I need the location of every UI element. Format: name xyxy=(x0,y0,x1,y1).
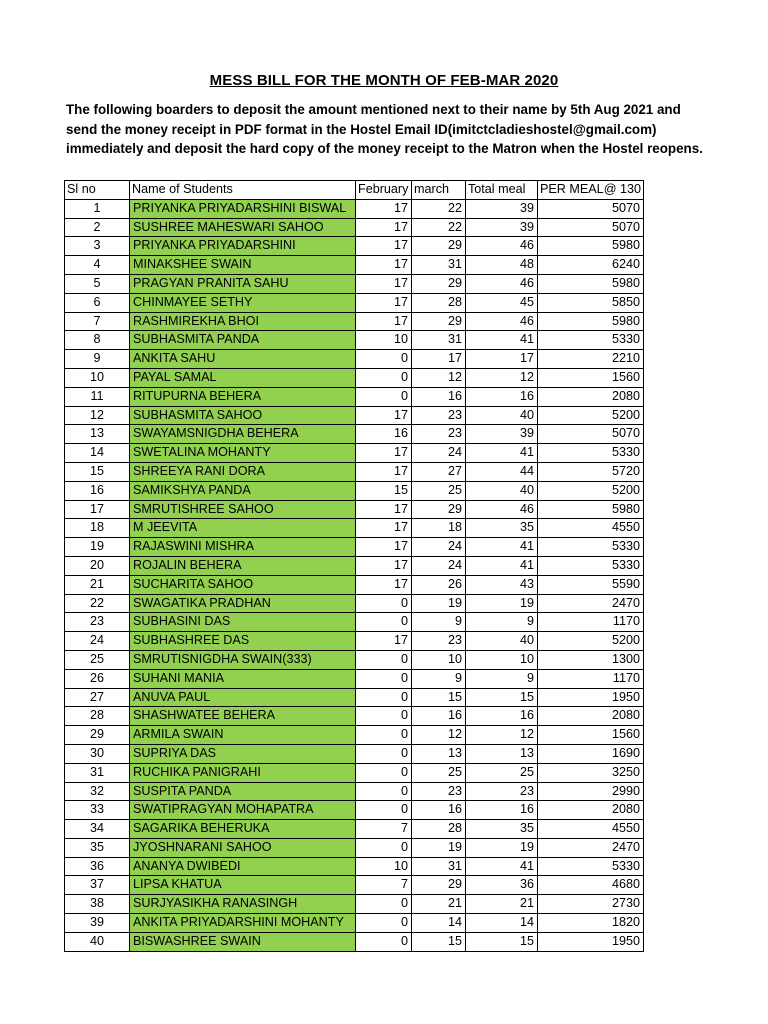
student-name-cell: CHINMAYEE SETHY xyxy=(130,293,356,312)
document-title: MESS BILL FOR THE MONTH OF FEB-MAR 2020 xyxy=(209,72,559,89)
march-cell: 16 xyxy=(412,801,466,820)
february-cell: 0 xyxy=(356,650,412,669)
february-cell: 0 xyxy=(356,594,412,613)
total-meal-cell: 41 xyxy=(466,556,538,575)
february-cell: 17 xyxy=(356,556,412,575)
february-cell: 0 xyxy=(356,801,412,820)
amount-cell: 5980 xyxy=(538,237,644,256)
amount-cell: 5330 xyxy=(538,857,644,876)
total-meal-cell: 14 xyxy=(466,914,538,933)
table-row xyxy=(65,838,644,857)
sl-cell: 17 xyxy=(65,500,130,519)
march-cell: 29 xyxy=(412,876,466,895)
march-cell: 13 xyxy=(412,744,466,763)
student-name-cell: PRIYANKA PRIYADARSHINI BISWAL xyxy=(130,199,356,218)
march-cell: 31 xyxy=(412,331,466,350)
march-cell: 25 xyxy=(412,481,466,500)
table-row xyxy=(65,274,644,293)
amount-cell: 5980 xyxy=(538,312,644,331)
sl-cell: 8 xyxy=(65,331,130,350)
header-total-meal: Total meal xyxy=(466,181,538,200)
table-row xyxy=(65,462,644,481)
february-cell: 15 xyxy=(356,481,412,500)
student-name-cell: ANUVA PAUL xyxy=(130,688,356,707)
student-name-cell: SUSPITA PANDA xyxy=(130,782,356,801)
table-row xyxy=(65,726,644,745)
amount-cell: 3250 xyxy=(538,763,644,782)
student-name-cell: SAGARIKA BEHERUKA xyxy=(130,820,356,839)
sl-cell: 11 xyxy=(65,387,130,406)
sl-cell: 21 xyxy=(65,575,130,594)
amount-cell: 5200 xyxy=(538,481,644,500)
amount-cell: 2080 xyxy=(538,387,644,406)
march-cell: 29 xyxy=(412,274,466,293)
sl-cell: 38 xyxy=(65,895,130,914)
table-row xyxy=(65,237,644,256)
total-meal-cell: 16 xyxy=(466,707,538,726)
student-name-cell: MINAKSHEE SWAIN xyxy=(130,256,356,275)
amount-cell: 5070 xyxy=(538,425,644,444)
amount-cell: 1300 xyxy=(538,650,644,669)
table-row xyxy=(65,556,644,575)
table-row xyxy=(65,932,644,951)
student-name-cell: SUBHASMITA SAHOO xyxy=(130,406,356,425)
total-meal-cell: 15 xyxy=(466,932,538,951)
february-cell: 17 xyxy=(356,519,412,538)
total-meal-cell: 21 xyxy=(466,895,538,914)
table-row xyxy=(65,387,644,406)
february-cell: 17 xyxy=(356,274,412,293)
student-name-cell: SUCHARITA SAHOO xyxy=(130,575,356,594)
sl-cell: 27 xyxy=(65,688,130,707)
february-cell: 17 xyxy=(356,218,412,237)
march-cell: 19 xyxy=(412,838,466,857)
student-name-cell: SMRUTISHREE SAHOO xyxy=(130,500,356,519)
table-row xyxy=(65,350,644,369)
header-march: march xyxy=(412,181,466,200)
student-name-cell: SUBHASMITA PANDA xyxy=(130,331,356,350)
table-row xyxy=(65,538,644,557)
march-cell: 18 xyxy=(412,519,466,538)
february-cell: 17 xyxy=(356,406,412,425)
sl-cell: 32 xyxy=(65,782,130,801)
amount-cell: 6240 xyxy=(538,256,644,275)
total-meal-cell: 46 xyxy=(466,274,538,293)
february-cell: 10 xyxy=(356,331,412,350)
amount-cell: 5330 xyxy=(538,444,644,463)
sl-cell: 6 xyxy=(65,293,130,312)
table-row xyxy=(65,914,644,933)
total-meal-cell: 23 xyxy=(466,782,538,801)
sl-cell: 34 xyxy=(65,820,130,839)
february-cell: 17 xyxy=(356,312,412,331)
amount-cell: 1560 xyxy=(538,368,644,387)
student-name-cell: SWAGATIKA PRADHAN xyxy=(130,594,356,613)
sl-cell: 5 xyxy=(65,274,130,293)
march-cell: 10 xyxy=(412,650,466,669)
february-cell: 17 xyxy=(356,199,412,218)
sl-cell: 15 xyxy=(65,462,130,481)
february-cell: 0 xyxy=(356,838,412,857)
student-name-cell: ANKITA PRIYADARSHINI MOHANTY xyxy=(130,914,356,933)
march-cell: 29 xyxy=(412,312,466,331)
table-row xyxy=(65,256,644,275)
february-cell: 17 xyxy=(356,538,412,557)
amount-cell: 1820 xyxy=(538,914,644,933)
february-cell: 0 xyxy=(356,744,412,763)
student-name-cell: JYOSHNARANI SAHOO xyxy=(130,838,356,857)
student-name-cell: SHREEYA RANI DORA xyxy=(130,462,356,481)
march-cell: 12 xyxy=(412,368,466,387)
march-cell: 9 xyxy=(412,669,466,688)
sl-cell: 36 xyxy=(65,857,130,876)
amount-cell: 5330 xyxy=(538,331,644,350)
amount-cell: 1950 xyxy=(538,932,644,951)
march-cell: 25 xyxy=(412,763,466,782)
february-cell: 0 xyxy=(356,763,412,782)
amount-cell: 5850 xyxy=(538,293,644,312)
student-name-cell: ANANYA DWIBEDI xyxy=(130,857,356,876)
table-row xyxy=(65,744,644,763)
student-name-cell: SUHANI MANIA xyxy=(130,669,356,688)
table-row xyxy=(65,650,644,669)
total-meal-cell: 39 xyxy=(466,199,538,218)
march-cell: 24 xyxy=(412,556,466,575)
student-name-cell: SWATIPRAGYAN MOHAPATRA xyxy=(130,801,356,820)
table-row xyxy=(65,801,644,820)
february-cell: 17 xyxy=(356,444,412,463)
sl-cell: 3 xyxy=(65,237,130,256)
amount-cell: 5330 xyxy=(538,556,644,575)
total-meal-cell: 17 xyxy=(466,350,538,369)
table-row xyxy=(65,519,644,538)
february-cell: 17 xyxy=(356,237,412,256)
total-meal-cell: 13 xyxy=(466,744,538,763)
header-name-of-students: Name of Students xyxy=(130,181,356,200)
february-cell: 0 xyxy=(356,782,412,801)
table-row xyxy=(65,425,644,444)
february-cell: 0 xyxy=(356,387,412,406)
student-name-cell: PRAGYAN PRANITA SAHU xyxy=(130,274,356,293)
student-name-cell: PAYAL SAMAL xyxy=(130,368,356,387)
student-name-cell: RASHMIREKHA BHOI xyxy=(130,312,356,331)
total-meal-cell: 35 xyxy=(466,519,538,538)
amount-cell: 5980 xyxy=(538,274,644,293)
total-meal-cell: 41 xyxy=(466,331,538,350)
total-meal-cell: 45 xyxy=(466,293,538,312)
sl-cell: 13 xyxy=(65,425,130,444)
table-row xyxy=(65,669,644,688)
table-row xyxy=(65,500,644,519)
amount-cell: 5070 xyxy=(538,199,644,218)
total-meal-cell: 9 xyxy=(466,613,538,632)
february-cell: 0 xyxy=(356,613,412,632)
march-cell: 19 xyxy=(412,594,466,613)
sl-cell: 16 xyxy=(65,481,130,500)
student-name-cell: SHASHWATEE BEHERA xyxy=(130,707,356,726)
sl-cell: 18 xyxy=(65,519,130,538)
sl-cell: 4 xyxy=(65,256,130,275)
sl-cell: 1 xyxy=(65,199,130,218)
student-name-cell: SUSHREE MAHESWARI SAHOO xyxy=(130,218,356,237)
sl-cell: 37 xyxy=(65,876,130,895)
total-meal-cell: 40 xyxy=(466,632,538,651)
march-cell: 23 xyxy=(412,406,466,425)
table-row xyxy=(65,331,644,350)
total-meal-cell: 46 xyxy=(466,500,538,519)
table-row xyxy=(65,857,644,876)
march-cell: 26 xyxy=(412,575,466,594)
total-meal-cell: 16 xyxy=(466,387,538,406)
sl-cell: 35 xyxy=(65,838,130,857)
total-meal-cell: 19 xyxy=(466,594,538,613)
total-meal-cell: 48 xyxy=(466,256,538,275)
sl-cell: 24 xyxy=(65,632,130,651)
table-row xyxy=(65,293,644,312)
amount-cell: 4680 xyxy=(538,876,644,895)
table-row xyxy=(65,782,644,801)
march-cell: 28 xyxy=(412,293,466,312)
amount-cell: 2730 xyxy=(538,895,644,914)
table-header-row xyxy=(65,181,644,200)
total-meal-cell: 46 xyxy=(466,312,538,331)
amount-cell: 2990 xyxy=(538,782,644,801)
march-cell: 23 xyxy=(412,632,466,651)
header-february: February xyxy=(356,181,412,200)
header-per-meal: PER MEAL@ 130 xyxy=(538,181,644,200)
march-cell: 22 xyxy=(412,218,466,237)
march-cell: 29 xyxy=(412,500,466,519)
student-name-cell: SUBHASHREE DAS xyxy=(130,632,356,651)
table-row xyxy=(65,594,644,613)
total-meal-cell: 41 xyxy=(466,857,538,876)
march-cell: 23 xyxy=(412,782,466,801)
total-meal-cell: 25 xyxy=(466,763,538,782)
amount-cell: 5590 xyxy=(538,575,644,594)
february-cell: 0 xyxy=(356,368,412,387)
table-row xyxy=(65,312,644,331)
sl-cell: 33 xyxy=(65,801,130,820)
amount-cell: 1950 xyxy=(538,688,644,707)
amount-cell: 5720 xyxy=(538,462,644,481)
student-name-cell: RUCHIKA PANIGRAHI xyxy=(130,763,356,782)
student-name-cell: ANKITA SAHU xyxy=(130,350,356,369)
amount-cell: 5980 xyxy=(538,500,644,519)
amount-cell: 2470 xyxy=(538,594,644,613)
sl-cell: 22 xyxy=(65,594,130,613)
total-meal-cell: 19 xyxy=(466,838,538,857)
march-cell: 15 xyxy=(412,688,466,707)
sl-cell: 39 xyxy=(65,914,130,933)
february-cell: 17 xyxy=(356,575,412,594)
total-meal-cell: 35 xyxy=(466,820,538,839)
march-cell: 27 xyxy=(412,462,466,481)
student-name-cell: BISWASHREE SWAIN xyxy=(130,932,356,951)
amount-cell: 1170 xyxy=(538,613,644,632)
amount-cell: 5200 xyxy=(538,406,644,425)
march-cell: 14 xyxy=(412,914,466,933)
february-cell: 0 xyxy=(356,895,412,914)
march-cell: 12 xyxy=(412,726,466,745)
sl-cell: 29 xyxy=(65,726,130,745)
march-cell: 16 xyxy=(412,707,466,726)
total-meal-cell: 41 xyxy=(466,538,538,557)
mess-bill-table xyxy=(64,180,644,952)
amount-cell: 5070 xyxy=(538,218,644,237)
total-meal-cell: 40 xyxy=(466,406,538,425)
sl-cell: 28 xyxy=(65,707,130,726)
total-meal-cell: 41 xyxy=(466,444,538,463)
table-row xyxy=(65,481,644,500)
march-cell: 22 xyxy=(412,199,466,218)
february-cell: 17 xyxy=(356,462,412,481)
february-cell: 7 xyxy=(356,876,412,895)
table-row xyxy=(65,575,644,594)
student-name-cell: LIPSA KHATUA xyxy=(130,876,356,895)
total-meal-cell: 36 xyxy=(466,876,538,895)
march-cell: 29 xyxy=(412,237,466,256)
total-meal-cell: 12 xyxy=(466,726,538,745)
february-cell: 0 xyxy=(356,688,412,707)
header-sl-no: Sl no xyxy=(65,181,130,200)
amount-cell: 2080 xyxy=(538,707,644,726)
march-cell: 15 xyxy=(412,932,466,951)
table-row xyxy=(65,876,644,895)
total-meal-cell: 40 xyxy=(466,481,538,500)
total-meal-cell: 44 xyxy=(466,462,538,481)
table-row xyxy=(65,199,644,218)
sl-cell: 30 xyxy=(65,744,130,763)
student-name-cell: SAMIKSHYA PANDA xyxy=(130,481,356,500)
total-meal-cell: 10 xyxy=(466,650,538,669)
february-cell: 17 xyxy=(356,500,412,519)
student-name-cell: SWAYAMSNIGDHA BEHERA xyxy=(130,425,356,444)
table-row xyxy=(65,444,644,463)
february-cell: 17 xyxy=(356,632,412,651)
february-cell: 10 xyxy=(356,857,412,876)
sl-cell: 14 xyxy=(65,444,130,463)
amount-cell: 4550 xyxy=(538,519,644,538)
student-name-cell: SMRUTISNIGDHA SWAIN(333) xyxy=(130,650,356,669)
amount-cell: 1690 xyxy=(538,744,644,763)
march-cell: 24 xyxy=(412,444,466,463)
sl-cell: 19 xyxy=(65,538,130,557)
amount-cell: 1170 xyxy=(538,669,644,688)
total-meal-cell: 9 xyxy=(466,669,538,688)
february-cell: 0 xyxy=(356,726,412,745)
march-cell: 16 xyxy=(412,387,466,406)
sl-cell: 12 xyxy=(65,406,130,425)
march-cell: 23 xyxy=(412,425,466,444)
sl-cell: 40 xyxy=(65,932,130,951)
total-meal-cell: 46 xyxy=(466,237,538,256)
march-cell: 17 xyxy=(412,350,466,369)
student-name-cell: SWETALINA MOHANTY xyxy=(130,444,356,463)
total-meal-cell: 43 xyxy=(466,575,538,594)
march-cell: 28 xyxy=(412,820,466,839)
sl-cell: 10 xyxy=(65,368,130,387)
table-row xyxy=(65,895,644,914)
student-name-cell: ARMILA SWAIN xyxy=(130,726,356,745)
sl-cell: 23 xyxy=(65,613,130,632)
sl-cell: 20 xyxy=(65,556,130,575)
table-row xyxy=(65,406,644,425)
amount-cell: 5200 xyxy=(538,632,644,651)
total-meal-cell: 15 xyxy=(466,688,538,707)
table-row xyxy=(65,218,644,237)
sl-cell: 26 xyxy=(65,669,130,688)
amount-cell: 5330 xyxy=(538,538,644,557)
amount-cell: 4550 xyxy=(538,820,644,839)
table-row xyxy=(65,820,644,839)
table-row xyxy=(65,707,644,726)
notice-paragraph: The following boarders to deposit the amount mentioned next to their name by 5th Aug 2021 and send the money receipt in PDF format in the Hostel Email ID(imitctcladieshostel@gmail.com) immediately and deposit the hard copy of the money receipt to the Matron when the Hostel reopens. xyxy=(66,102,703,157)
student-name-cell: PRIYANKA PRIYADARSHINI xyxy=(130,237,356,256)
total-meal-cell: 39 xyxy=(466,218,538,237)
student-name-cell: RITUPURNA BEHERA xyxy=(130,387,356,406)
sl-cell: 2 xyxy=(65,218,130,237)
sl-cell: 25 xyxy=(65,650,130,669)
amount-cell: 1560 xyxy=(538,726,644,745)
february-cell: 17 xyxy=(356,293,412,312)
total-meal-cell: 16 xyxy=(466,801,538,820)
amount-cell: 2470 xyxy=(538,838,644,857)
student-name-cell: SURJYASIKHA RANASINGH xyxy=(130,895,356,914)
february-cell: 16 xyxy=(356,425,412,444)
table-row xyxy=(65,368,644,387)
student-name-cell: ROJALIN BEHERA xyxy=(130,556,356,575)
february-cell: 0 xyxy=(356,914,412,933)
amount-cell: 2210 xyxy=(538,350,644,369)
total-meal-cell: 39 xyxy=(466,425,538,444)
student-name-cell: RAJASWINI MISHRA xyxy=(130,538,356,557)
march-cell: 24 xyxy=(412,538,466,557)
student-name-cell: M JEEVITA xyxy=(130,519,356,538)
march-cell: 9 xyxy=(412,613,466,632)
march-cell: 21 xyxy=(412,895,466,914)
amount-cell: 2080 xyxy=(538,801,644,820)
table-row xyxy=(65,763,644,782)
student-name-cell: SUPRIYA DAS xyxy=(130,744,356,763)
table-row xyxy=(65,688,644,707)
total-meal-cell: 12 xyxy=(466,368,538,387)
february-cell: 0 xyxy=(356,669,412,688)
february-cell: 7 xyxy=(356,820,412,839)
sl-cell: 9 xyxy=(65,350,130,369)
february-cell: 0 xyxy=(356,932,412,951)
sl-cell: 7 xyxy=(65,312,130,331)
february-cell: 0 xyxy=(356,707,412,726)
table-row xyxy=(65,613,644,632)
march-cell: 31 xyxy=(412,256,466,275)
sl-cell: 31 xyxy=(65,763,130,782)
february-cell: 0 xyxy=(356,350,412,369)
student-name-cell: SUBHASINI DAS xyxy=(130,613,356,632)
march-cell: 31 xyxy=(412,857,466,876)
february-cell: 17 xyxy=(356,256,412,275)
table-row xyxy=(65,632,644,651)
